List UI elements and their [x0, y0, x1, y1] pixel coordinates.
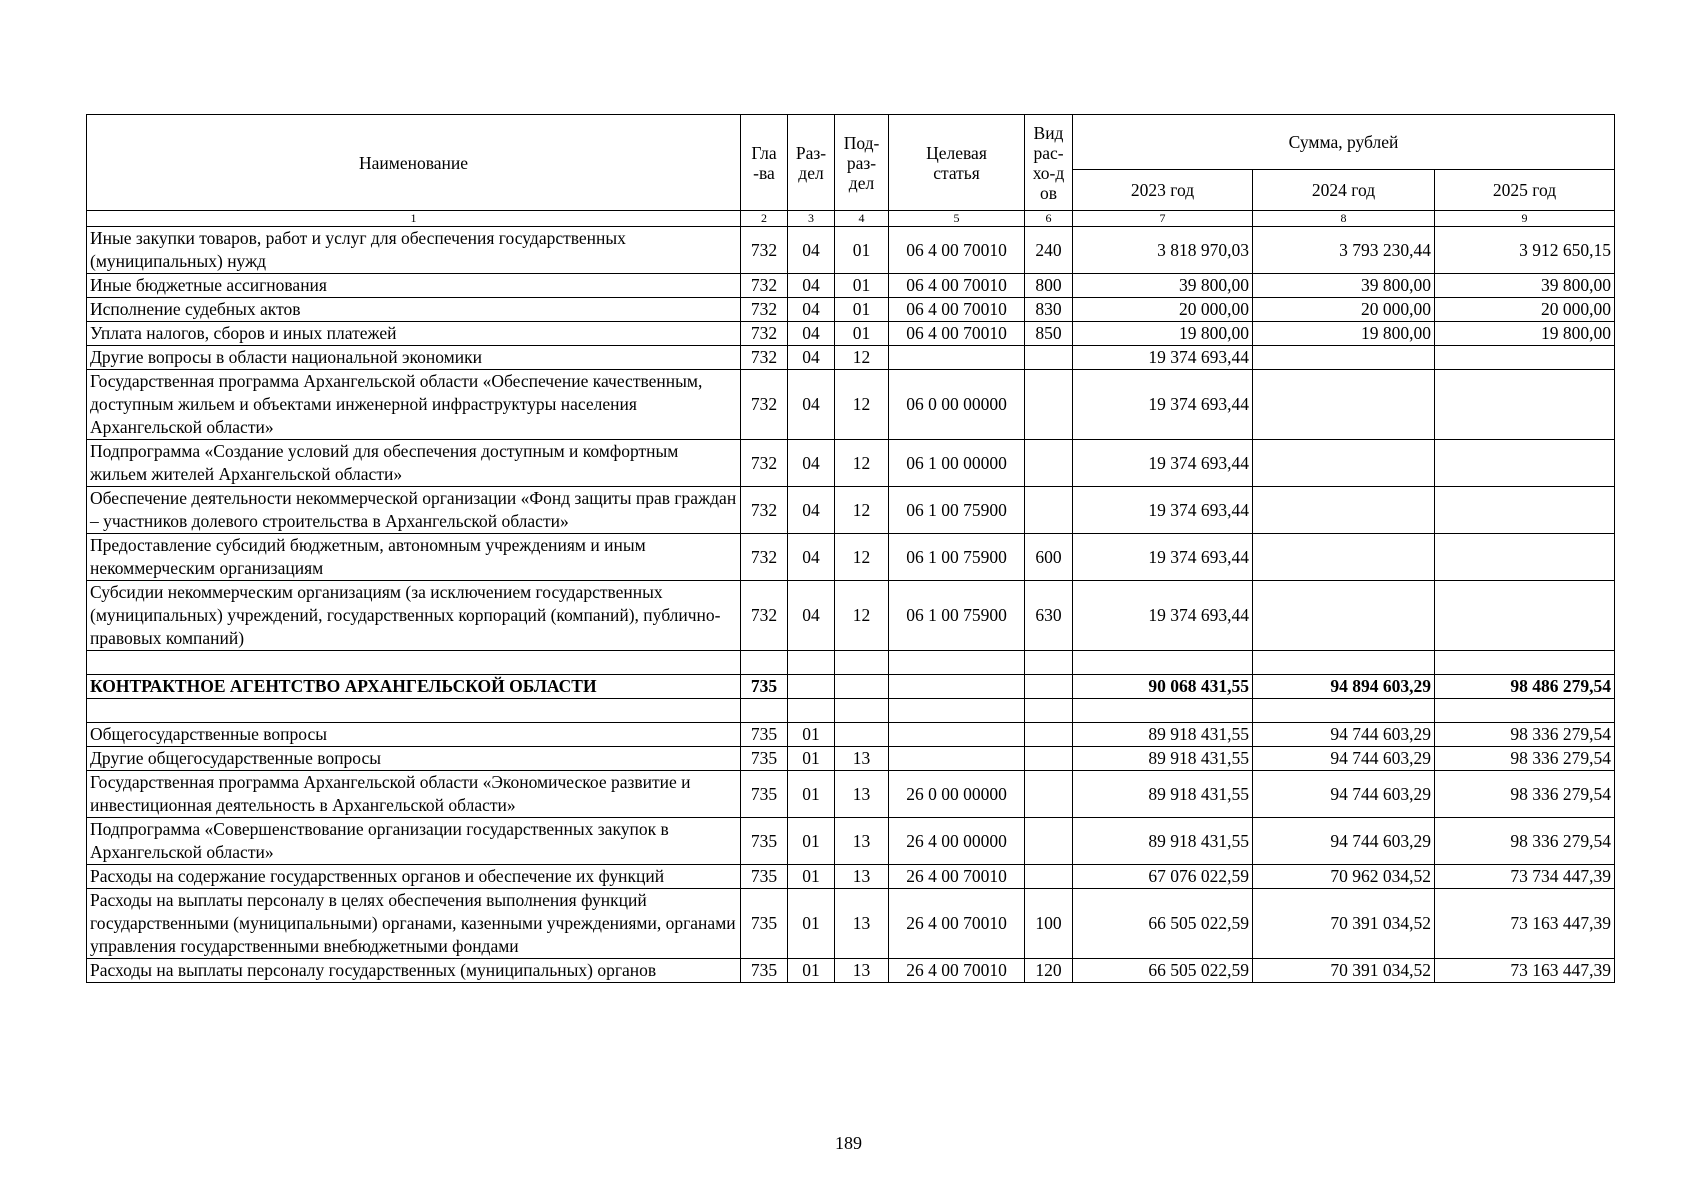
row-razdel: 04 [788, 487, 835, 534]
row-sum-2023: 19 374 693,44 [1073, 534, 1253, 581]
row-sum-2023: 89 918 431,55 [1073, 818, 1253, 865]
header-razdel-text: Раз-дел [795, 142, 827, 183]
table-row-empty [87, 651, 1615, 675]
row-glava: 732 [741, 298, 788, 322]
row-razdel: 04 [788, 440, 835, 487]
row-sum-2025: 73 734 447,39 [1435, 865, 1615, 889]
row-name: Расходы на содержание государственных органов и обеспечение их функций [87, 865, 741, 889]
row-glava: 735 [741, 818, 788, 865]
row-vid: 600 [1025, 534, 1073, 581]
row-podrazdel [835, 699, 889, 723]
header-tselevaya-text: Целевая статья [926, 142, 987, 183]
row-podrazdel: 13 [835, 747, 889, 771]
row-razdel: 01 [788, 723, 835, 747]
row-sum-2024 [1253, 699, 1435, 723]
row-name: Другие вопросы в области национальной экономики [87, 346, 741, 370]
table-row [87, 959, 1615, 983]
row-podrazdel: 12 [835, 440, 889, 487]
row-sum-2024 [1253, 440, 1435, 487]
row-razdel: 04 [788, 581, 835, 651]
row-vid [1025, 747, 1073, 771]
row-sum-2025 [1435, 534, 1615, 581]
table-header [87, 115, 1615, 227]
row-sum-2024: 70 962 034,52 [1253, 865, 1435, 889]
column-number: 9 [1435, 211, 1615, 227]
row-vid [1025, 440, 1073, 487]
row-tselevaya: 26 4 00 70010 [889, 959, 1025, 983]
row-tselevaya: 06 4 00 70010 [889, 227, 1025, 274]
row-sum-2025 [1435, 581, 1615, 651]
row-sum-2024 [1253, 651, 1435, 675]
column-numbers-row [87, 211, 1615, 227]
table-row [87, 322, 1615, 346]
row-sum-2023: 19 800,00 [1073, 322, 1253, 346]
row-podrazdel [835, 651, 889, 675]
row-vid [1025, 487, 1073, 534]
header-vid-text: Вид рас-хо-дов [1032, 122, 1065, 203]
row-tselevaya: 06 1 00 00000 [889, 440, 1025, 487]
row-sum-2023: 3 818 970,03 [1073, 227, 1253, 274]
column-number: 5 [889, 211, 1025, 227]
row-razdel [788, 651, 835, 675]
row-razdel: 04 [788, 227, 835, 274]
row-sum-2025 [1435, 651, 1615, 675]
row-name: Субсидии некоммерческим организациям (за исключением государственных (муниципальных) учреждений, государственных корпораций (компаний), публично-правовых компаний) [87, 581, 741, 651]
row-name: Иные бюджетные ассигнования [87, 274, 741, 298]
header-glava [741, 115, 788, 211]
row-sum-2025: 39 800,00 [1435, 274, 1615, 298]
row-glava: 735 [741, 723, 788, 747]
row-sum-2025: 73 163 447,39 [1435, 959, 1615, 983]
row-tselevaya [889, 747, 1025, 771]
row-sum-2023: 90 068 431,55 [1073, 675, 1253, 699]
row-sum-2024 [1253, 346, 1435, 370]
row-glava: 735 [741, 675, 788, 699]
row-podrazdel: 12 [835, 346, 889, 370]
row-sum-2024 [1253, 487, 1435, 534]
row-sum-2025 [1435, 370, 1615, 440]
row-podrazdel: 13 [835, 889, 889, 959]
table-row-empty [87, 699, 1615, 723]
row-tselevaya: 06 4 00 70010 [889, 298, 1025, 322]
header-podrazdel-text: Под-раз-дел [843, 132, 880, 193]
row-sum-2024: 94 744 603,29 [1253, 818, 1435, 865]
row-vid: 850 [1025, 322, 1073, 346]
row-glava: 732 [741, 322, 788, 346]
row-sum-2025 [1435, 699, 1615, 723]
row-tselevaya [889, 346, 1025, 370]
row-name: Уплата налогов, сборов и иных платежей [87, 322, 741, 346]
row-sum-2023: 19 374 693,44 [1073, 346, 1253, 370]
row-vid [1025, 818, 1073, 865]
header-2025: 2025 год [1435, 170, 1615, 211]
row-vid: 630 [1025, 581, 1073, 651]
row-tselevaya: 26 0 00 00000 [889, 771, 1025, 818]
row-tselevaya: 06 4 00 70010 [889, 274, 1025, 298]
row-sum-2025: 3 912 650,15 [1435, 227, 1615, 274]
column-number: 2 [741, 211, 788, 227]
row-glava: 732 [741, 487, 788, 534]
table-row [87, 889, 1615, 959]
row-sum-2024: 70 391 034,52 [1253, 959, 1435, 983]
column-number: 8 [1253, 211, 1435, 227]
row-glava: 732 [741, 534, 788, 581]
row-razdel: 04 [788, 298, 835, 322]
row-vid: 800 [1025, 274, 1073, 298]
row-podrazdel: 13 [835, 865, 889, 889]
row-glava: 735 [741, 865, 788, 889]
budget-table [86, 114, 1615, 983]
column-number: 6 [1025, 211, 1073, 227]
row-sum-2024 [1253, 534, 1435, 581]
row-glava: 732 [741, 370, 788, 440]
row-name [87, 699, 741, 723]
row-sum-2023: 39 800,00 [1073, 274, 1253, 298]
row-sum-2023: 66 505 022,59 [1073, 889, 1253, 959]
row-tselevaya: 06 1 00 75900 [889, 534, 1025, 581]
row-glava: 735 [741, 771, 788, 818]
row-sum-2025 [1435, 440, 1615, 487]
row-vid: 240 [1025, 227, 1073, 274]
row-sum-2024: 94 744 603,29 [1253, 723, 1435, 747]
row-glava [741, 651, 788, 675]
row-name: Другие общегосударственные вопросы [87, 747, 741, 771]
row-sum-2024: 19 800,00 [1253, 322, 1435, 346]
column-number: 4 [835, 211, 889, 227]
row-tselevaya: 26 4 00 70010 [889, 889, 1025, 959]
row-name: Расходы на выплаты персоналу государственных (муниципальных) органов [87, 959, 741, 983]
row-razdel: 01 [788, 959, 835, 983]
row-podrazdel: 13 [835, 771, 889, 818]
row-podrazdel: 01 [835, 274, 889, 298]
row-podrazdel: 12 [835, 487, 889, 534]
row-sum-2024: 94 894 603,29 [1253, 675, 1435, 699]
table-row [87, 818, 1615, 865]
row-sum-2024: 20 000,00 [1253, 298, 1435, 322]
row-sum-2023: 89 918 431,55 [1073, 771, 1253, 818]
row-sum-2025 [1435, 346, 1615, 370]
row-vid: 830 [1025, 298, 1073, 322]
row-sum-2023: 19 374 693,44 [1073, 440, 1253, 487]
row-sum-2024: 94 744 603,29 [1253, 747, 1435, 771]
header-name: Наименование [87, 115, 741, 211]
table-row [87, 675, 1615, 699]
row-sum-2023 [1073, 699, 1253, 723]
header-podrazdel [835, 115, 889, 211]
row-name: Подпрограмма «Совершенствование организации государственных закупок в Архангельской области» [87, 818, 741, 865]
row-tselevaya: 26 4 00 00000 [889, 818, 1025, 865]
row-sum-2023 [1073, 651, 1253, 675]
row-vid [1025, 675, 1073, 699]
row-vid [1025, 651, 1073, 675]
row-podrazdel [835, 675, 889, 699]
header-vid [1025, 115, 1073, 211]
row-tselevaya: 26 4 00 70010 [889, 865, 1025, 889]
row-name: КОНТРАКТНОЕ АГЕНТСТВО АРХАНГЕЛЬСКОЙ ОБЛАСТИ [87, 675, 741, 699]
row-sum-2024: 94 744 603,29 [1253, 771, 1435, 818]
row-razdel [788, 699, 835, 723]
header-glava-text: Гла-ва [751, 142, 777, 183]
table-row [87, 227, 1615, 274]
table-row [87, 581, 1615, 651]
row-sum-2025: 19 800,00 [1435, 322, 1615, 346]
table-row [87, 346, 1615, 370]
row-name: Расходы на выплаты персоналу в целях обеспечения выполнения функций государственными (муниципальными) органами, казенными учреждениями, органами управления государственными внебюджетными фондами [87, 889, 741, 959]
row-razdel: 01 [788, 818, 835, 865]
row-razdel: 01 [788, 865, 835, 889]
row-razdel: 04 [788, 346, 835, 370]
column-number: 1 [87, 211, 741, 227]
column-number: 7 [1073, 211, 1253, 227]
row-glava: 735 [741, 959, 788, 983]
row-name: Предоставление субсидий бюджетным, автономным учреждениям и иным некоммерческим организациям [87, 534, 741, 581]
row-tselevaya: 06 4 00 70010 [889, 322, 1025, 346]
row-vid [1025, 865, 1073, 889]
row-podrazdel: 01 [835, 227, 889, 274]
row-tselevaya [889, 651, 1025, 675]
row-sum-2023: 20 000,00 [1073, 298, 1253, 322]
row-sum-2025 [1435, 487, 1615, 534]
row-sum-2025: 98 336 279,54 [1435, 818, 1615, 865]
row-sum-2024: 3 793 230,44 [1253, 227, 1435, 274]
row-sum-2025: 98 336 279,54 [1435, 747, 1615, 771]
row-name: Государственная программа Архангельской области «Экономическое развитие и инвестиционная деятельность в Архангельской области» [87, 771, 741, 818]
row-sum-2025: 20 000,00 [1435, 298, 1615, 322]
row-tselevaya: 06 1 00 75900 [889, 487, 1025, 534]
row-podrazdel [835, 723, 889, 747]
page-number: 189 [835, 1133, 862, 1153]
row-glava [741, 699, 788, 723]
row-podrazdel: 12 [835, 581, 889, 651]
row-razdel: 04 [788, 322, 835, 346]
row-razdel [788, 675, 835, 699]
row-sum-2025: 73 163 447,39 [1435, 889, 1615, 959]
table-row [87, 723, 1615, 747]
row-razdel: 01 [788, 747, 835, 771]
table-row [87, 487, 1615, 534]
row-glava: 732 [741, 346, 788, 370]
header-summa: Сумма, рублей [1073, 115, 1615, 170]
row-tselevaya [889, 699, 1025, 723]
row-vid [1025, 346, 1073, 370]
row-vid [1025, 370, 1073, 440]
row-sum-2023: 67 076 022,59 [1073, 865, 1253, 889]
row-podrazdel: 13 [835, 818, 889, 865]
row-glava: 735 [741, 747, 788, 771]
row-podrazdel: 01 [835, 298, 889, 322]
row-tselevaya [889, 675, 1025, 699]
row-tselevaya: 06 0 00 00000 [889, 370, 1025, 440]
row-sum-2023: 19 374 693,44 [1073, 581, 1253, 651]
row-sum-2024 [1253, 581, 1435, 651]
table-body [87, 227, 1615, 983]
row-sum-2023: 89 918 431,55 [1073, 747, 1253, 771]
table-row [87, 440, 1615, 487]
table-row [87, 298, 1615, 322]
row-podrazdel: 01 [835, 322, 889, 346]
row-podrazdel: 13 [835, 959, 889, 983]
row-razdel: 04 [788, 534, 835, 581]
row-vid: 120 [1025, 959, 1073, 983]
row-tselevaya: 06 1 00 75900 [889, 581, 1025, 651]
header-razdel [788, 115, 835, 211]
table-row [87, 370, 1615, 440]
row-name [87, 651, 741, 675]
row-glava: 732 [741, 581, 788, 651]
row-glava: 732 [741, 440, 788, 487]
row-razdel: 01 [788, 771, 835, 818]
row-sum-2023: 19 374 693,44 [1073, 370, 1253, 440]
table-row [87, 274, 1615, 298]
row-podrazdel: 12 [835, 370, 889, 440]
column-number: 3 [788, 211, 835, 227]
row-razdel: 01 [788, 889, 835, 959]
row-vid [1025, 723, 1073, 747]
row-sum-2025: 98 486 279,54 [1435, 675, 1615, 699]
row-name: Иные закупки товаров, работ и услуг для обеспечения государственных (муниципальных) нужд [87, 227, 741, 274]
row-podrazdel: 12 [835, 534, 889, 581]
row-razdel: 04 [788, 370, 835, 440]
table-row [87, 534, 1615, 581]
row-name: Исполнение судебных актов [87, 298, 741, 322]
row-sum-2025: 98 336 279,54 [1435, 771, 1615, 818]
row-sum-2024: 39 800,00 [1253, 274, 1435, 298]
row-vid [1025, 699, 1073, 723]
row-tselevaya [889, 723, 1025, 747]
row-name: Обеспечение деятельности некоммерческой организации «Фонд защиты прав граждан – участников долевого строительства в Архангельской области» [87, 487, 741, 534]
row-name: Общегосударственные вопросы [87, 723, 741, 747]
row-razdel: 04 [788, 274, 835, 298]
table-row [87, 865, 1615, 889]
row-sum-2024: 70 391 034,52 [1253, 889, 1435, 959]
row-sum-2025: 98 336 279,54 [1435, 723, 1615, 747]
table-row [87, 747, 1615, 771]
table-row [87, 771, 1615, 818]
row-sum-2023: 19 374 693,44 [1073, 487, 1253, 534]
row-glava: 732 [741, 274, 788, 298]
header-2023: 2023 год [1073, 170, 1253, 211]
header-tselevaya [889, 115, 1025, 211]
row-sum-2024 [1253, 370, 1435, 440]
row-vid [1025, 771, 1073, 818]
row-vid: 100 [1025, 889, 1073, 959]
row-glava: 732 [741, 227, 788, 274]
header-2024: 2024 год [1253, 170, 1435, 211]
row-glava: 735 [741, 889, 788, 959]
row-name: Государственная программа Архангельской области «Обеспечение качественным, доступным жильем и объектами инженерной инфраструктуры населения Архангельской области» [87, 370, 741, 440]
row-sum-2023: 89 918 431,55 [1073, 723, 1253, 747]
row-name: Подпрограмма «Создание условий для обеспечения доступным и комфортным жильем жителей Архангельской области» [87, 440, 741, 487]
row-sum-2023: 66 505 022,59 [1073, 959, 1253, 983]
